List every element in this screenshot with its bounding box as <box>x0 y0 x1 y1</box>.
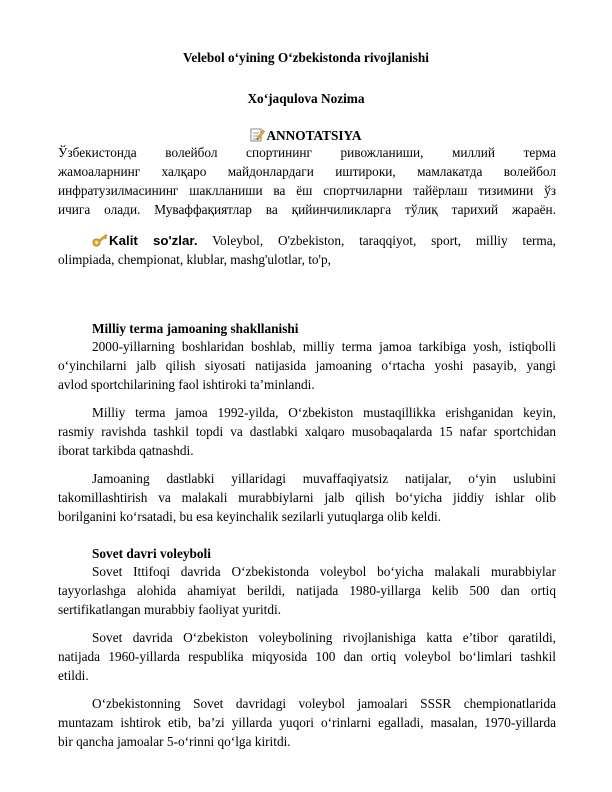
paragraph-line: borilganini ko‘rsatadi, bu esa keyinchalik sezilarli yutuqlarga olib keldi. <box>58 509 442 524</box>
keywords-text: Voleybol, O'zbekiston, taraqqiyot, sport, milliy terma, <box>212 233 556 248</box>
annotation-heading-row <box>0 127 612 146</box>
section-heading-national-team: Milliy terma jamoaning shakllanishi <box>92 321 299 336</box>
keywords-label: Kalit so'zlar. <box>109 233 198 248</box>
paragraph-line: Sovet davrida O‘zbekiston voleybolining rivojlanishiga katta e’tibor qaratildi, <box>92 630 556 645</box>
section-heading-soviet-era: Sovet davri voleyboli <box>92 546 211 561</box>
document-title: Velebol o‘yining O‘zbekistonda rivojlanishi <box>183 50 429 65</box>
paragraph-line: takomillashtirish va malakali murabbiylarni jalb qilish bo‘yicha jiddiy ishlar olib <box>58 490 556 505</box>
key-icon <box>92 233 108 251</box>
annotation-line: жамоаларнинг халқаро майдонлардаги иштироки, мамлакатда волейбол <box>58 164 556 179</box>
annotation-line: Ўзбекистонда волейбол спортининг ривожланиши, миллий терма <box>58 145 556 160</box>
paragraph-line: 2000-yillarning boshlaridan boshlab, milliy terma jamoa tarkibiga yosh, istiqbolli <box>92 339 556 354</box>
annotation-line: ичига олади. Муваффақиятлар ва қийинчиликларга тўлиқ тарихий жараён. <box>58 202 556 217</box>
paragraph-line: natijada 1960-yillarda respublika miqyosida 100 dan ortiq voleybol bo‘limlari tashkil <box>58 649 556 664</box>
keywords-line-1 <box>92 233 556 251</box>
annotation-heading: ANNOTATSIYA <box>266 128 362 143</box>
keywords-line-2: olimpiada, chempionat, klublar, mashg'ulotlar, to'p, <box>58 252 331 267</box>
paragraph-line: rasmiy ravishda tashkil topdi va dastlabki xalqaro musobaqalarda 15 nafar sportchidan <box>58 424 556 439</box>
paragraph-line: muntazam ishtirok etib, ba’zi yillarda yuqori o‘rinlarni egalladi, masalan, 1970-yillarda <box>58 715 556 730</box>
paragraph-line: iborat tarkibda qatnashdi. <box>58 443 194 458</box>
paragraph-line: Jamoaning dastlabki yillaridagi muvaffaqiyatsiz natijalar, o‘yin uslubini <box>92 471 556 486</box>
annotation-line: инфратузилмасининг шаклланиши ва ёш спортчиларни тайёрлаш тизимини ўз <box>58 183 556 198</box>
paragraph-line: tayyorlashga alohida ahamiyat berildi, natijada 1980-yillarga kelib 500 dan ortiq <box>58 583 556 598</box>
paragraph-line: etildi. <box>58 668 89 683</box>
memo-pencil-icon <box>250 127 265 146</box>
paragraph-line: Milliy terma jamoa 1992-yilda, O‘zbekiston mustaqillikka erishganidan keyin, <box>92 405 556 420</box>
paragraph-line: bir qancha jamoalar 5-o‘rinni qo‘lga kiritdi. <box>58 734 291 749</box>
paragraph-line: o‘yinchilarni jalb qilish siyosati natijasida jamoaning o‘rtacha yoshi pasayib, yangi <box>58 358 556 373</box>
paragraph-line: avlod sportchilarining faol ishtiroki ta’minlandi. <box>58 377 315 392</box>
paragraph-line: Sovet Ittifoqi davrida O‘zbekistonda voleybol bo‘yicha malakali murabbiylar <box>92 564 556 579</box>
paragraph-line: O‘zbekistonning Sovet davridagi voleybol jamoalari SSSR chempionatlarida <box>92 696 556 711</box>
document-author: Xo‘jaqulova Nozima <box>247 91 365 106</box>
paragraph-line: sertifikatlangan murabbiy faoliyat yuritdi. <box>58 602 282 617</box>
